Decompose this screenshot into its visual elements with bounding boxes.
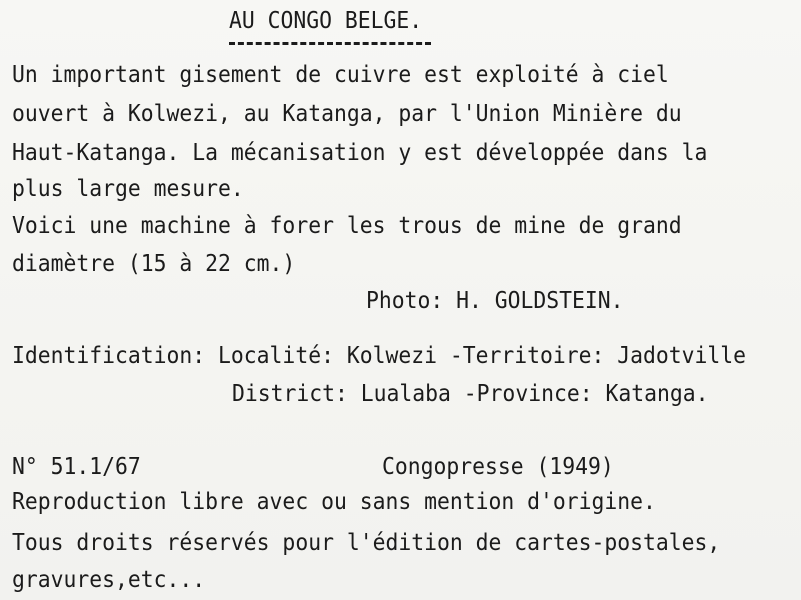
identification-line-2: District: Lualaba -Province: Katanga. [232, 381, 709, 407]
paragraph-line-4: plus large mesure. [12, 176, 244, 202]
rights-line-3: gravures,etc... [12, 567, 206, 593]
rights-line-2: Tous droits réservés pour l'édition de cartes-postales, [12, 530, 721, 556]
paragraph-line-3: Haut-Katanga. La mécanisation y est développée dans la [12, 140, 708, 166]
identification-line-1: Identification: Localité: Kolwezi -Territoire: Jadotville [12, 343, 747, 369]
photo-credit: Photo: H. GOLDSTEIN. [366, 288, 624, 314]
rights-line-1: Reproduction libre avec ou sans mention d'origine. [12, 489, 656, 515]
title-underline [229, 42, 431, 45]
document-title: AU CONGO BELGE. [229, 8, 423, 34]
paragraph-line-2: ouvert à Kolwezi, au Katanga, par l'Union Minière du [12, 101, 682, 127]
paragraph-line-5: Voici une machine à forer les trous de mine de grand [12, 213, 682, 239]
agency-credit: Congopresse (1949) [382, 454, 614, 480]
paragraph-line-6: diamètre (15 à 22 cm.) [12, 251, 296, 277]
paragraph-line-1: Un important gisement de cuivre est exploité à ciel [12, 62, 669, 88]
reference-number: N° 51.1/67 [12, 454, 141, 480]
